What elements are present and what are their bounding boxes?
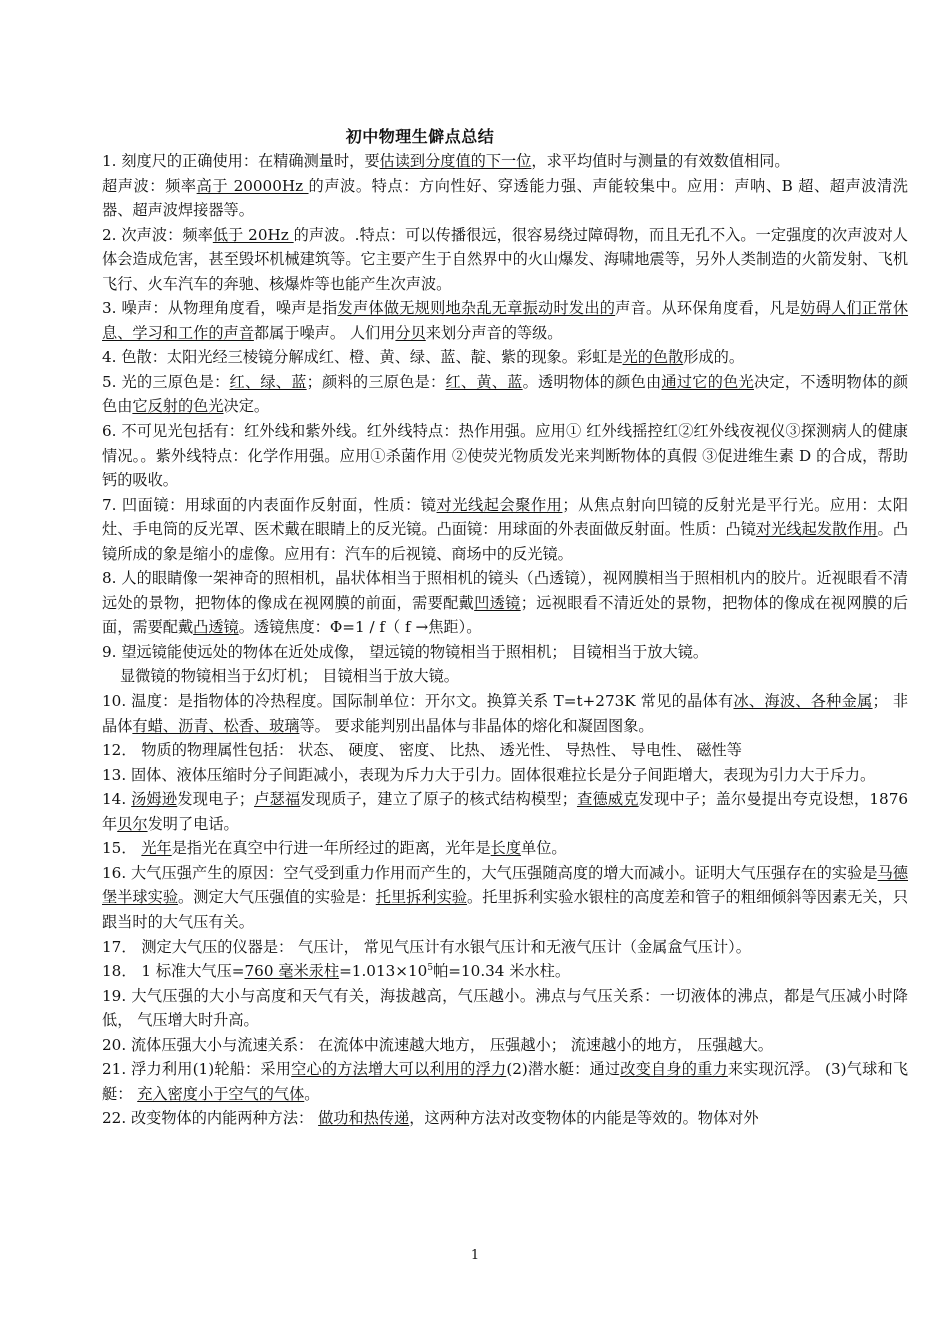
text-run: 决定。 bbox=[223, 397, 270, 416]
underlined-term: 对光线起发散作用 bbox=[755, 520, 878, 539]
paragraph bbox=[102, 1033, 908, 1058]
text-run: 形成的。 bbox=[683, 348, 745, 367]
underlined-term: 有蜡、沥青、松香、玻璃 bbox=[132, 716, 300, 735]
paragraph bbox=[102, 345, 908, 370]
underlined-term: 冰、海波、各种金属 bbox=[733, 692, 873, 711]
text-run: 。托里拆利实验水银柱的高度差和管子的粗细倾斜等因素无关，只跟当时的大气压有关。 bbox=[102, 888, 909, 931]
paragraph bbox=[102, 419, 908, 493]
underlined-term: 汤姆逊 bbox=[131, 790, 178, 809]
underlined-term: 凹透镜 bbox=[474, 593, 521, 612]
text-run: 。 bbox=[304, 1084, 320, 1103]
underlined-term: 妨碍人们正常休息、学习和工作的声音 bbox=[102, 299, 909, 342]
paragraph bbox=[102, 149, 908, 174]
paragraph bbox=[102, 763, 908, 788]
text-run: 单位。 bbox=[521, 839, 567, 858]
paragraph bbox=[102, 223, 908, 297]
text-run: 声音。从环保角度看，凡是 bbox=[615, 299, 801, 318]
underlined-term: 光年 bbox=[141, 839, 172, 858]
underlined-term: 760 毫米汞柱 bbox=[244, 962, 340, 981]
text-run: 12． 物质的物理属性包括： 状态、 硬度、 密度、 比热、 透光性、 导热性、 导电性、 磁性等 bbox=[102, 741, 742, 760]
underlined-term: 空心的方法增大可以利用的浮力 bbox=[291, 1060, 507, 1079]
text-run: 2. 次声波：频率 bbox=[102, 225, 213, 244]
text-run: ； 非晶体 bbox=[102, 692, 909, 735]
underlined-term: 凸透镜 bbox=[193, 618, 239, 637]
text-run: 的声波。.特点：可以传播很远，很容易绕过障碍物，而且无孔不入。一定强度的次声波对人体会造成危害，甚至毁坏机械建筑等。它主要产生于自然界中的火山爆发、海啸地震等，另外人类制造的火箭发射、飞机飞行、火车汽车的奔驰、核爆炸等也能产生次声波。 bbox=[102, 225, 908, 293]
text-run: 20. 流体压强大小与流速关系： 在流体中流速越大地方， 压强越小； 流速越小的地方， 压强越大。 bbox=[102, 1035, 773, 1054]
document-body bbox=[102, 149, 908, 1131]
text-run: 22. 改变物体的内能两种方法： bbox=[102, 1109, 319, 1128]
text-run: 21. 浮力利用(1)轮船：采用 bbox=[102, 1060, 292, 1079]
paragraph bbox=[102, 174, 908, 223]
paragraph bbox=[102, 370, 908, 419]
paragraph bbox=[102, 1106, 908, 1131]
text-run: 。凸镜所成的象是缩小的虚像。应用有：汽车的后视镜、商场中的反光镜。 bbox=[102, 520, 909, 563]
text-run: 。透镜焦度：Φ=1 / f（ f →焦距）。 bbox=[238, 618, 482, 637]
underlined-term: 做功和热传递 bbox=[318, 1109, 410, 1128]
page-number: 1 bbox=[470, 1248, 480, 1263]
text-run: 10. 温度：是指物体的冷热程度。国际制单位：开尔文。换算关系 T=t+273K 常见的晶体有 bbox=[102, 692, 734, 711]
underlined-term: 查德威克 bbox=[576, 790, 639, 809]
underlined-term: 光的色散 bbox=[622, 348, 684, 367]
paragraph bbox=[102, 689, 908, 738]
paragraph bbox=[102, 787, 908, 836]
underlined-term: 估读到分度值的下一位 bbox=[379, 152, 532, 170]
text-run: 发明了电话。 bbox=[147, 814, 239, 833]
text-run: 发现电子； bbox=[177, 790, 255, 809]
text-run: 16. 大气压强产生的原因：空气受到重力作用而产生的，大气压强随高度的增大而减小。证明大气压强存在的实验是 bbox=[102, 863, 878, 882]
text-run: 1. 刻度尺的正确使用：在精确测量时，要 bbox=[102, 152, 380, 170]
superscript: 5 bbox=[427, 962, 434, 973]
underlined-term: 红、绿、蓝 bbox=[229, 372, 307, 391]
text-run: 6. 不可见光包括有：红外线和紫外线。红外线特点：热作用强。应用① 红外线摇控红②红外线夜视仪③探测病人的健康情况。。紫外线特点：化学作用强。应用①杀菌作用 ②使荧光物质发光来判断物体的真假 ③促进维生素 D 的合成，帮助钙的吸收。 bbox=[102, 422, 908, 490]
text-run: 都属于噪声。 人们用 bbox=[253, 323, 396, 342]
text-run: 是指光在真空中行进一年所经过的距离，光年是 bbox=[171, 839, 491, 858]
text-run: 超声波：频率 bbox=[102, 176, 197, 195]
text-run: (2)潜水艇：通过 bbox=[506, 1060, 621, 1079]
paragraph bbox=[102, 984, 908, 1033]
text-run: ；颜料的三原色是： bbox=[306, 372, 446, 391]
underlined-term: 托里拆利实验 bbox=[375, 888, 467, 907]
text-run: 7. 凹面镜：用球面的内表面作反射面，性质：镜 bbox=[102, 495, 437, 514]
text-run: 决定，不透明物体的颜色由 bbox=[102, 372, 909, 416]
text-run: 8. 人的眼睛像一架神奇的照相机，晶状体相当于照相机的镜头（凸透镜），视网膜相当于照相机内的胶片。近视眼看不清远处的景物，把物体的像成在视网膜的前面，需要配戴 bbox=[102, 569, 908, 612]
text-run: =1.013×10 bbox=[339, 962, 428, 981]
underlined-term: 红、黄、蓝 bbox=[445, 372, 523, 391]
text-run: 。透明物体的颜色由 bbox=[522, 372, 662, 391]
paragraph bbox=[102, 1057, 908, 1106]
paragraph bbox=[102, 959, 908, 984]
text-run: 14. bbox=[102, 790, 132, 809]
paragraph bbox=[102, 861, 908, 935]
text-run: 15． bbox=[102, 839, 142, 858]
text-run: 3. 噪声：从物理角度看，噪声是指 bbox=[102, 299, 338, 318]
text-run: 18． 1 标准大气压= bbox=[102, 962, 245, 981]
underlined-term: 高于 20000Hz bbox=[196, 176, 309, 195]
underlined-term: 贝尔 bbox=[117, 814, 148, 833]
paragraph bbox=[102, 640, 908, 665]
underlined-term: 通过它的色光 bbox=[661, 372, 754, 391]
text-run: ，这两种方法对改变物体的内能是等效的。物体对外 bbox=[409, 1109, 759, 1128]
paragraph bbox=[102, 836, 908, 861]
page-title: 初中物理生僻点总结 bbox=[345, 127, 495, 146]
underlined-term: 改变自身的重力 bbox=[620, 1060, 728, 1079]
text-run: 17． 测定大气压的仪器是： 气压计， 常见气压计有水银气压计和无液气压计（金属盒气压计）。 bbox=[102, 937, 751, 956]
underlined-term: 马德堡半球实验 bbox=[102, 863, 909, 907]
text-run: 的声波。特点：方向性好、穿透能力强、声能较集中。应用：声呐、B 超、超声波清洗器、超声波焊接器等。 bbox=[102, 176, 908, 220]
paragraph bbox=[102, 566, 908, 640]
text-run: ；从焦点射向凹镜的反射光是平行光。应用：太阳灶、手电筒的反光罩、医术戴在眼睛上的反光镜。凸面镜：用球面的外表面做反射面。性质：凸镜 bbox=[102, 495, 909, 539]
text-run: 帕=10.34 米水柱。 bbox=[433, 962, 571, 981]
underlined-term: 它反射的色光 bbox=[132, 397, 224, 416]
text-run: 5. 光的三原色是： bbox=[102, 372, 230, 391]
text-run: 9. 望远镜能使远处的物体在近处成像， 望远镜的物镜相当于照相机； 目镜相当于放大镜。 bbox=[102, 642, 709, 661]
underlined-term: 充入密度小于空气的气体 bbox=[137, 1084, 305, 1103]
paragraph bbox=[102, 493, 908, 567]
paragraph bbox=[102, 664, 908, 689]
text-run: 4. 色散：太阳光经三棱镜分解成红、橙、黄、绿、蓝、靛、紫的现象。彩虹是 bbox=[102, 348, 623, 367]
paragraph bbox=[102, 738, 908, 763]
text-run: 来划分声音的等级。 bbox=[425, 323, 563, 342]
paragraph bbox=[102, 935, 908, 960]
text-run: 发现质子，建立了原子的核式结构模型； bbox=[300, 790, 577, 809]
underlined-term: 卢瑟福 bbox=[254, 790, 301, 809]
underlined-term: 发声体做无规则地杂乱无章振动时发出的 bbox=[337, 299, 616, 318]
text-run: 显微镜的物镜相当于幻灯机； 目镜相当于放大镜。 bbox=[120, 667, 459, 686]
text-run: 发现中子；盖尔曼提出夸克设想，1876 年 bbox=[102, 790, 909, 833]
text-run: 13. 固体、液体压缩时分子间距减小，表现为斥力大于引力。固体很难拉长是分子间距增大，表现为引力大于斥力。 bbox=[102, 765, 876, 784]
text-run: 。测定大气压强值的实验是： bbox=[178, 888, 376, 907]
underlined-term: 对光线起会聚作用 bbox=[436, 495, 563, 514]
text-run: 来实现沉浮。 (3)气球和飞艇： bbox=[102, 1060, 909, 1103]
underlined-term: 分贝 bbox=[395, 323, 426, 342]
text-run: 等。 要求能判别出晶体与非晶体的熔化和凝固图象。 bbox=[299, 716, 654, 735]
underlined-term: 长度 bbox=[490, 839, 522, 858]
text-run: 19. 大气压强的大小与高度和天气有关，海拔越高，气压越小。沸点与气压关系：一切液体的沸点，都是气压减小时降低， 气压增大时升高。 bbox=[102, 986, 908, 1030]
text-run: ；远视眼看不清近处的景物，把物体的像成在视网膜的后面，需要配戴 bbox=[102, 593, 909, 637]
paragraph bbox=[102, 296, 908, 345]
text-run: ，求平均值时与测量的有效数值相同。 bbox=[531, 152, 790, 170]
underlined-term: 低于 20Hz bbox=[212, 225, 294, 244]
